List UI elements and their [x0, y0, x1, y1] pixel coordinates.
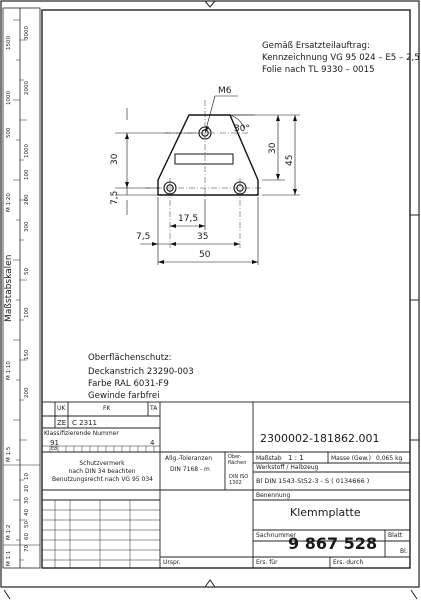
note-line: Gemäß Ersatzteilauftrag:: [262, 41, 370, 51]
tb-masse-label: Masse (Gew.): [331, 455, 371, 462]
tb-uk: UK: [57, 405, 66, 412]
note-line: Folie nach TL 9330 – 0015: [262, 65, 375, 75]
dim-angle: 30°: [234, 124, 250, 134]
tb-bl-label: Bl.: [400, 548, 408, 555]
scale-label: M 1:2: [6, 524, 12, 540]
tb-ers-durch: Ers. durch: [333, 559, 364, 566]
tb-schutz: [52, 460, 152, 484]
scale-label: M 1:5: [6, 446, 12, 462]
dim-35: 35: [197, 232, 209, 242]
scale-label: 10: [24, 473, 30, 480]
tb-urspr: Urspr.: [163, 559, 181, 566]
tb-klass-4: 4: [150, 439, 155, 447]
tb-massstab-value: 1 : 1: [288, 454, 304, 462]
tb-ers-fuer: Ers. für: [256, 559, 278, 566]
dim-50: 50: [199, 250, 211, 260]
schutz-line: nach DIN 34 beachten: [68, 468, 136, 475]
dim-7-5-bottom: 7,5: [136, 232, 151, 242]
notes-surface: [88, 352, 194, 402]
tb-klass-code: E8: [51, 446, 58, 452]
scale-label: 1500: [6, 36, 12, 50]
tb-din7168: DIN 7168 - m: [170, 466, 210, 473]
tb-klass-91: 91: [50, 439, 59, 447]
note-title: Oberflächenschutz:: [88, 353, 172, 363]
tb-blatt-label: Blatt: [388, 532, 403, 539]
notes-top: [262, 40, 420, 76]
note-line: Farbe RAL 6031-F9: [88, 379, 169, 389]
tb-masse-value: 0,065 kg: [376, 455, 403, 462]
scale-label: 150: [24, 349, 30, 360]
scale-label: M 1:1: [6, 550, 12, 566]
tb-ze: ZE: [57, 419, 67, 427]
note-line: Gewinde farbfrei: [88, 391, 160, 401]
scale-label: 1000: [6, 91, 12, 105]
scale-title: Maßstabskalen: [4, 254, 14, 322]
scale-label: 500: [6, 127, 12, 138]
tb-klass-label: Klassifizierende Nummer: [44, 430, 119, 437]
dim-7-5-left: 7,5: [110, 190, 120, 205]
scale-label: M 1:20: [6, 193, 12, 212]
tb-oberfl: Ober- flächen: [228, 454, 247, 466]
dim-30-left: 30: [110, 153, 120, 165]
scale-label: 300: [24, 221, 30, 232]
tb-c2311: C 2311: [72, 419, 97, 427]
scale-label: 3000: [24, 26, 30, 40]
scale-label: 2000: [24, 81, 30, 95]
tb-benennung-label: Benennung: [256, 492, 291, 499]
scale-label: 100: [24, 307, 30, 318]
tb-werkstoff-label: Werkstoff / Halbzeug: [256, 464, 319, 471]
scale-label: 1000: [24, 144, 30, 158]
scale-label: 50: [24, 268, 30, 275]
dim-30-right: 30: [268, 142, 278, 154]
note-line: Deckanstrich 23290-003: [88, 367, 194, 377]
dim-45: 45: [285, 154, 295, 166]
drawing-number: 2300002-181862.001: [260, 432, 380, 445]
scale-label: 100: [24, 169, 30, 180]
tb-ta: TA: [150, 405, 158, 412]
schutz-line: Benutzungsrecht nach VG 95 034: [52, 476, 153, 483]
tb-werkstoff-value: Bl DIN 1543-St52-3 - S ( 0134666 ): [256, 477, 370, 485]
tb-sachnummer-value: 9 867 528: [288, 534, 378, 553]
tb-din-iso: DIN ISO 1302: [229, 474, 249, 486]
tb-massstab-label: Maßstab: [256, 455, 282, 462]
scale-label: 50: [24, 521, 30, 528]
schutz-line: Schutzvermerk: [79, 460, 125, 467]
scale-label: 40: [24, 509, 30, 516]
scale-label: 20: [24, 485, 30, 492]
scale-label: 30: [24, 497, 30, 504]
scale-label: 200: [24, 387, 30, 398]
dim-thread: M6: [218, 86, 232, 96]
note-line: Kennzeichnung VG 95 024 – E5 – 2,5: [262, 53, 420, 63]
scale-label: 70: [24, 545, 30, 552]
tb-sachnummer-label: Sachnummer: [256, 532, 297, 539]
scale-label: M 1:10: [6, 361, 12, 380]
scale-label: 60: [24, 533, 30, 540]
scale-label: 200: [24, 194, 30, 205]
tb-benennung-value: Klemmplatte: [290, 506, 361, 519]
tb-fk: FK: [103, 405, 111, 412]
dim-17-5: 17,5: [178, 214, 199, 224]
tb-allg-tol: Allg.-Toleranzen: [165, 455, 213, 462]
